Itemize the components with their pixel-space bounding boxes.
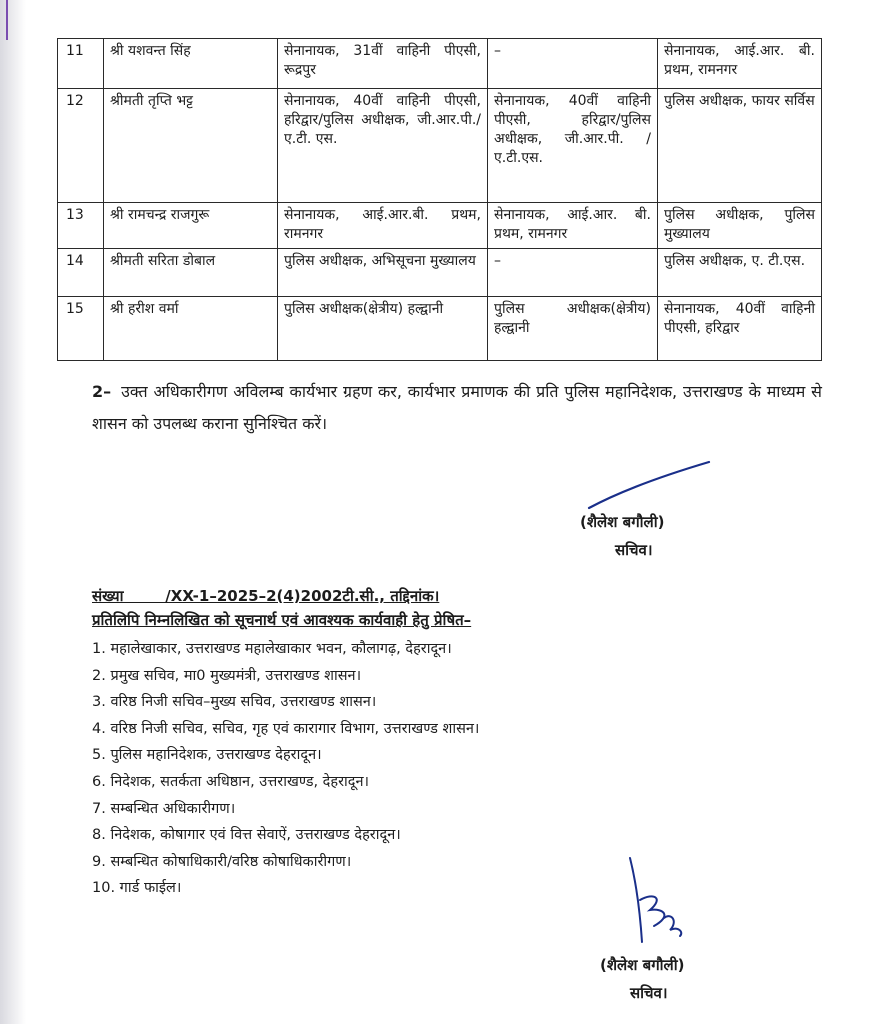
current-posting: पुलिस अधीक्षक(क्षेत्रीय) हल्द्वानी [278, 297, 488, 361]
signatory-designation: सचिव। [630, 984, 668, 1002]
list-item: 7. सम्बन्धित अधिकारीगण। [92, 800, 236, 817]
serial-number: 12 [58, 89, 104, 203]
current-posting: पुलिस अधीक्षक, अभिसूचना मुख्यालय [278, 249, 488, 297]
page-edge-shadow [0, 0, 26, 1024]
table-row [58, 249, 822, 297]
memo-reference-number: संख्या /XX-1–2025–2(4)2002टी.सी., तद्दिनांक। [92, 587, 440, 605]
signatory-designation: सचिव। [615, 541, 653, 559]
additional-charge: सेनानायक, आई.आर. बी. प्रथम, रामनगर [488, 203, 658, 249]
list-item: 5. पुलिस महानिदेशक, उत्तराखण्ड देहरादून। [92, 747, 322, 764]
officer-name: श्री हरीश वर्मा [104, 297, 278, 361]
list-item: 3. वरिष्ठ निजी सचिव–मुख्य सचिव, उत्तराखण्ड शासन। [92, 694, 377, 711]
signatory-name: (शैलेश बगौली) [580, 513, 665, 531]
list-item: 2. प्रमुख सचिव, मा0 मुख्यमंत्री, उत्तराखण्ड शासन। [92, 667, 362, 684]
officer-name: श्री यशवन्त सिंह [104, 39, 278, 89]
list-item: 6. निदेशक, सतर्कता अधिष्ठान, उत्तराखण्ड, देहरादून। [92, 773, 370, 790]
current-posting: सेनानायक, 40वीं वाहिनी पीएसी, हरिद्वार/पुलिस अधीक्षक, जी.आर.पी./ए.टी. एस. [278, 89, 488, 203]
serial-number: 14 [58, 249, 104, 297]
officer-name: श्री रामचन्द्र राजगुरू [104, 203, 278, 249]
serial-number: 11 [58, 39, 104, 89]
memo-heading: प्रतिलिपि निम्नलिखित को सूचनार्थ एवं आवश्यक कार्यवाही हेतु प्रेषित– [92, 611, 472, 629]
new-posting: सेनानायक, 40वीं वाहिनी पीएसी, हरिद्वार [658, 297, 822, 361]
table-row [58, 297, 822, 361]
signature-initials-icon [620, 852, 700, 952]
additional-charge: – [488, 249, 658, 297]
instruction-paragraph [92, 376, 822, 440]
new-posting: सेनानायक, आई.आर. बी. प्रथम, रामनगर [658, 39, 822, 89]
additional-charge: – [488, 39, 658, 89]
officer-posting-table [57, 38, 822, 361]
list-item: 9. सम्बन्धित कोषाधिकारी/वरिष्ठ कोषाधिकारीगण। [92, 853, 352, 870]
additional-charge: सेनानायक, 40वीं वाहिनी पीएसी, हरिद्वार/पुलिस अधीक्षक, जी.आर.पी. /ए.टी.एस. [488, 89, 658, 203]
current-posting: सेनानायक, आई.आर.बी. प्रथम, रामनगर [278, 203, 488, 249]
table-row [58, 203, 822, 249]
list-item: 4. वरिष्ठ निजी सचिव, सचिव, गृह एवं कारागार विभाग, उत्तराखण्ड शासन। [92, 720, 480, 737]
list-item: 10. गार्ड फाईल। [92, 880, 182, 897]
signature-stroke-icon [585, 458, 715, 514]
officer-name: श्रीमती सरिता डोबाल [104, 249, 278, 297]
new-posting: पुलिस अधीक्षक, पुलिस मुख्यालय [658, 203, 822, 249]
list-item: 1. महालेखाकार, उत्तराखण्ड महालेखाकार भवन, कौलागढ़, देहरादून। [92, 641, 452, 657]
officer-name: श्रीमती तृप्ति भट्ट [104, 89, 278, 203]
new-posting: पुलिस अधीक्षक, फायर सर्विस [658, 89, 822, 203]
new-posting: पुलिस अधीक्षक, ए. टी.एस. [658, 249, 822, 297]
current-posting: सेनानायक, 31वीं वाहिनी पीएसी, रूद्रपुर [278, 39, 488, 89]
paragraph-text: उक्त अधिकारीगण अविलम्ब कार्यभार ग्रहण कर, कार्यभार प्रमाणक की प्रति पुलिस महानिदेशक, उत्तराखण्ड के माध्यम से शासन को उपलब्ध कराना सुनिश्चित करें। [92, 382, 822, 433]
additional-charge: पुलिस अधीक्षक(क्षेत्रीय) हल्द्वानी [488, 297, 658, 361]
table-row [58, 89, 822, 203]
serial-number: 13 [58, 203, 104, 249]
serial-number: 15 [58, 297, 104, 361]
paragraph-number: 2– [92, 382, 112, 401]
list-item: 8. निदेशक, कोषागार एवं वित्त सेवाऐं, उत्तराखण्ड देहरादून। [92, 827, 401, 844]
table-row [58, 39, 822, 89]
page-edge-mark [6, 0, 8, 40]
signatory-name: (शैलेश बगौली) [600, 956, 685, 974]
recipient-list [92, 636, 479, 902]
